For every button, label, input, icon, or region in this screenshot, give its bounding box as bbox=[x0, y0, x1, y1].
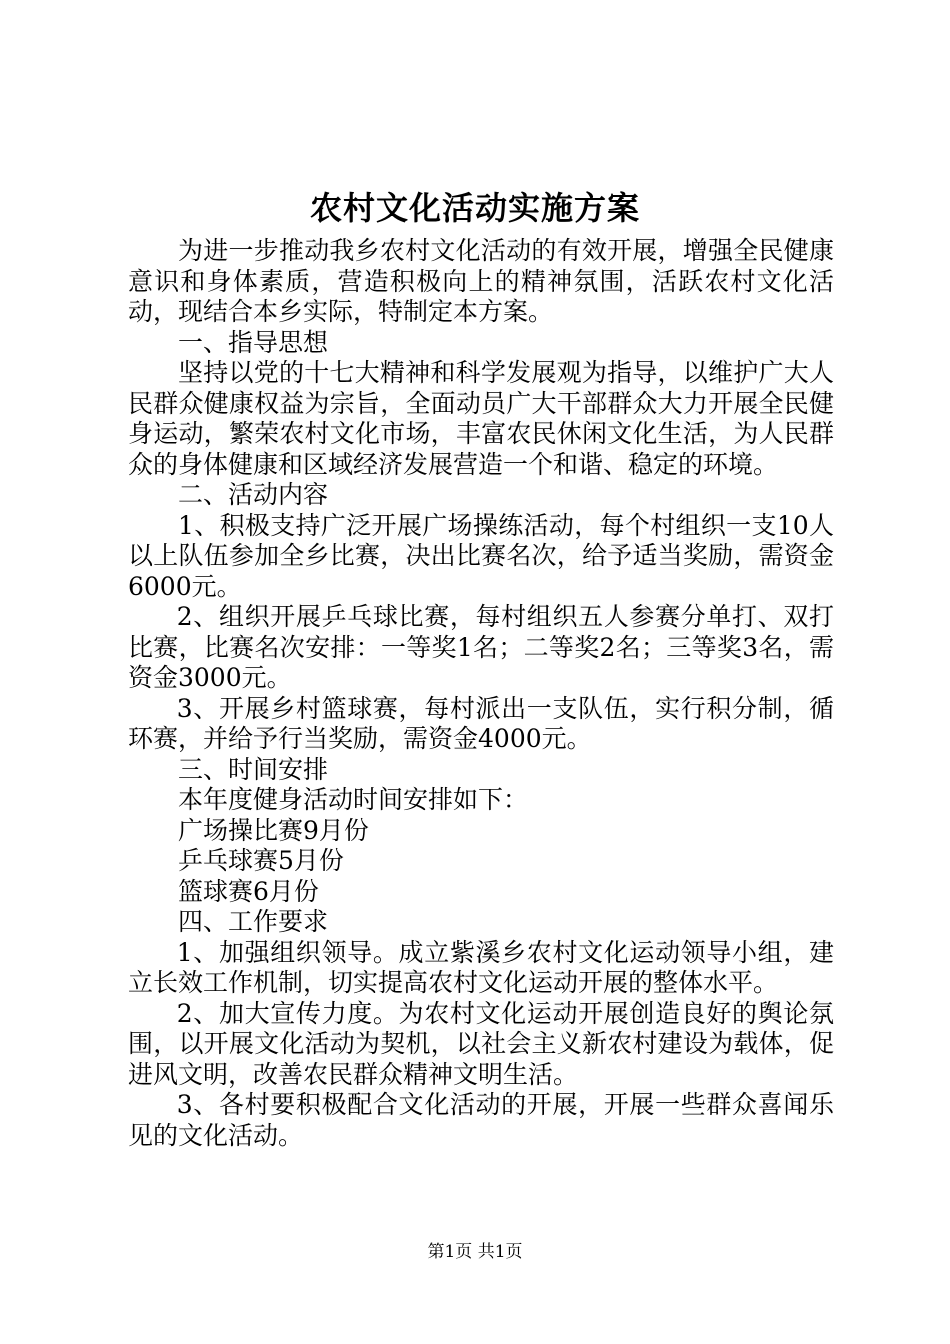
section-heading-guiding-ideology: 一、指导思想 bbox=[178, 327, 329, 357]
page-number-footer: 第1页 共1页 bbox=[427, 1242, 523, 1262]
document-title: 农村文化活动实施方案 bbox=[309, 189, 640, 227]
schedule-intro: 本年度健身活动时间安排如下： bbox=[178, 785, 529, 814]
requirement-item-publicity: 2、加大宣传力度。为农村文化运动开展创造良好的舆论氛围，以开展文化活动为契机，以社会主义新农村建设为载体，促进风文明，改善农民群众精神文明生活。 bbox=[128, 998, 834, 1089]
activity-item-square-dance: 1、积极支持广泛开展广场操练活动，每个村组织一支10人以上队伍参加全乡比赛，决出比赛名次，给予适当奖励，需资金6000元。 bbox=[128, 510, 834, 601]
activity-item-basketball: 3、开展乡村篮球赛，每村派出一支队伍，实行积分制，循环赛，并给予行当奖励，需资金4000元。 bbox=[128, 693, 834, 753]
requirement-item-cooperation: 3、各村要积极配合文化活动的开展，开展一些群众喜闻乐见的文化活动。 bbox=[128, 1090, 834, 1150]
requirement-item-leadership: 1、加强组织领导。成立紫溪乡农村文化运动领导小组，建立长效工作机制，切实提高农村文化运动开展的整体水平。 bbox=[128, 937, 834, 997]
document-body bbox=[128, 236, 834, 1151]
guiding-ideology-paragraph: 坚持以党的十七大精神和科学发展观为指导，以维护广大人民群众健康权益为宗旨，全面动员广大干部群众大力开展全民健身运动，繁荣农村文化市场，丰富农民休闲文化生活，为人民群众的身体健康和区域经济发展营造一个和谐、稳定的环境。 bbox=[128, 358, 834, 479]
schedule-item-table-tennis: 乒乓球赛5月份 bbox=[178, 846, 344, 875]
intro-paragraph: 为进一步推动我乡农村文化活动的有效开展，增强全民健康意识和身体素质，营造积极向上的精神氛围，活跃农村文化活动，现结合本乡实际，特制定本方案。 bbox=[128, 236, 834, 326]
activity-item-table-tennis: 2、组织开展乒乓球比赛，每村组织五人参赛分单打、双打比赛，比赛名次安排：一等奖1名；二等奖2名；三等奖3名，需资金3000元。 bbox=[128, 602, 834, 692]
schedule-item-basketball: 篮球赛6月份 bbox=[178, 876, 319, 906]
section-heading-schedule: 三、时间安排 bbox=[178, 754, 329, 784]
section-heading-activity-content: 二、活动内容 bbox=[178, 480, 329, 509]
section-heading-work-requirements: 四、工作要求 bbox=[178, 907, 329, 936]
schedule-item-square-dance: 广场操比赛9月份 bbox=[178, 815, 369, 845]
